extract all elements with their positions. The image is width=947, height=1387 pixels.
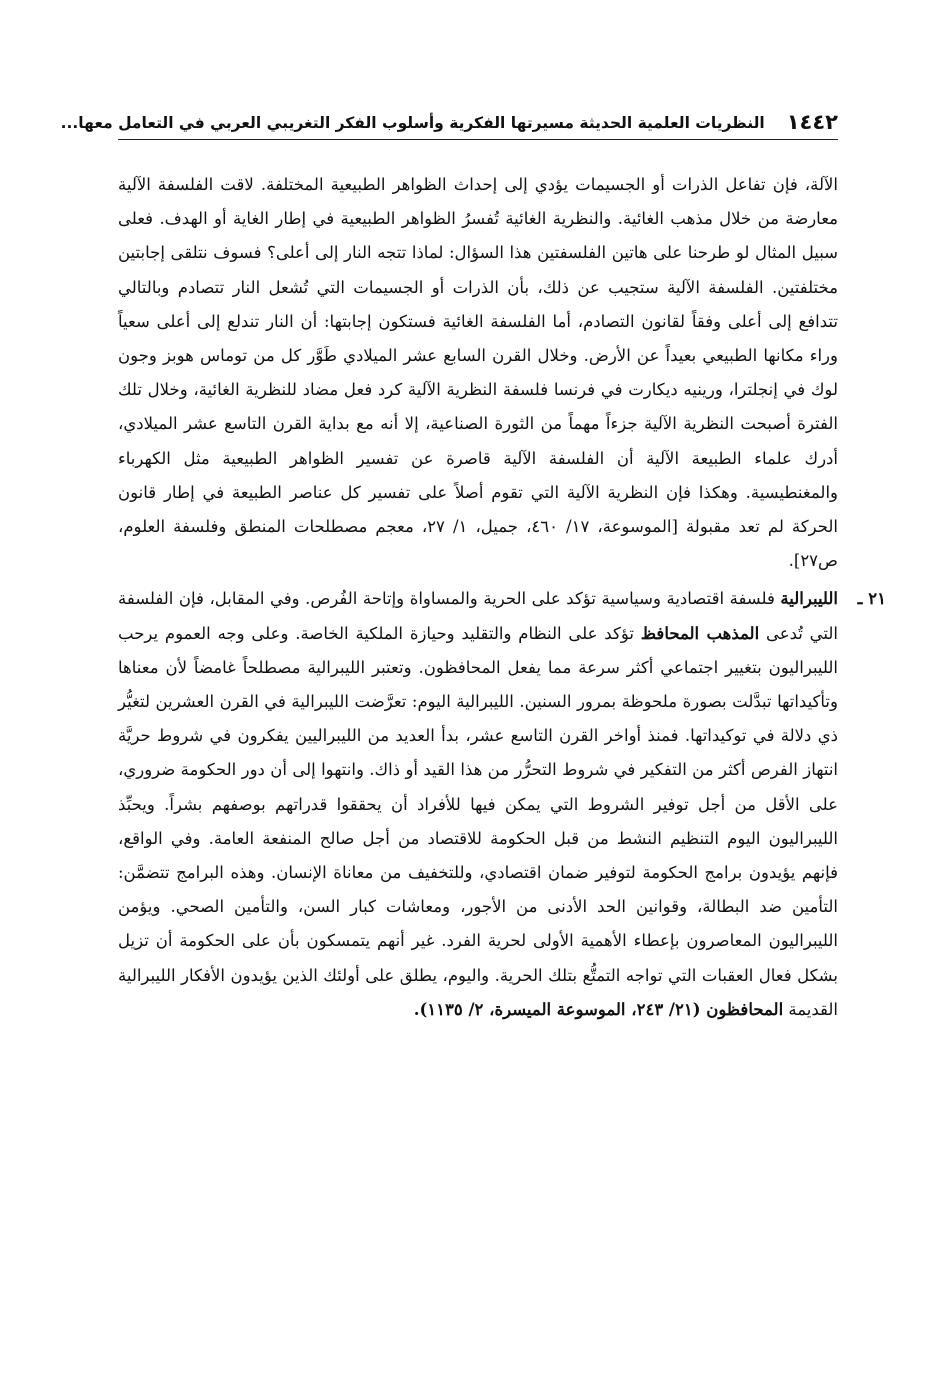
entry-text-part1: فلسفة اقتصادية وسياسية تؤكد على الحرية والمساواة وإتاحة الفُرص. وفي المقابل، فإن الفلسفة التي تُدعى <box>118 589 839 643</box>
entry-number: ٢١ ـ <box>857 589 886 609</box>
body-text <box>118 168 886 1027</box>
entry-closing-reference: المحافظون (٢١/ ٢٤٣، الموسوعة الميسرة، ٢/ ١١٣٥). <box>413 999 784 1019</box>
running-header <box>60 100 838 140</box>
header-title: النظريات العلمية الحديثة مسيرتها الفكرية وأسلوب الفكر التغريبي العربي في التعامل معها... <box>60 114 765 133</box>
entry-text-part2: تؤكد على النظام والتقليد وحيازة الملكية الخاصة. وعلى وجه العموم يرحب الليبراليون بتغيير اجتماعي أكثر سرعة مما يفعل المحافظون. وتعتبر الليبرالية مصطلحاً غامضاً لأن معناها وتأكيداتها تبدَّلت بصورة ملحوظة بمرور السنين. الليبرالية اليوم: تعرَّضت الليبرالية في القرن العشرين لتغيُّر ذي دلالة في توكيداتها. فمنذ أواخر القرن التاسع عشر، بدأ العديد من الليبراليين يفكرون في شروط حريَّة انتهاز الفرص أكثر من التفكير في شروط التحرُّر من هذا القيد أو ذاك. وانتهوا إلى أن دور الحكومة ضروري، على الأقل من أجل توفير الشروط التي يمكن فيها للأفراد أن يحققوا قدراتهم بوصفهم بشراً. ويحبِّذ الليبراليون اليوم التنظيم النشط من قبل الحكومة للاقتصاد من أجل صالح المنفعة العامة. وفي الواقع، فإنهم يؤيدون برامج الحكومة لتوفير ضمان اقتصادي، وللتخفيف من معاناة الإنسان. وهذه البرامج تتضمَّن: التأمين ضد البطالة، وقوانين الحد الأدنى من الأجور، ومعاشات كبار السن، والتأمين الصحي. ويؤمن الليبراليون المعاصرون بإعطاء الأهمية الأولى لحرية الفرد. غير أنهم يتمسكون بأن على الحكومة أن تزيل بشكل فعال العقبات التي تواجه التمتُّع بتلك الحرية. واليوم، يطلق على أولئك الذين يؤيدون الأفكار الليبرالية القديمة <box>118 623 838 1019</box>
entry-term-conservatism: المذهب المحافظ <box>640 623 760 643</box>
page-number: ١٤٤٢ <box>786 110 838 134</box>
paragraph-continued: الآلة، فإن تفاعل الذرات أو الجسيمات يؤدي إلى إحداث الظواهر الطبيعية المختلفة. لاقت الفلسفة الآلية معارضة من خلال مذهب الغائية. والنظرية الغائية تُفسرُ الظواهر الطبيعية في إطار الغاية أو الهدف. فعلى سبيل المثال لو طرحنا على هاتين الفلسفتين هذا السؤال: لماذا تتجه النار إلى أعلى؟ فسوف نتلقى إجابتين مختلفتين. الفلسفة الآلية ستجيب عن ذلك، بأن الذرات أو الجسيمات التي تُشعل النار تتصادم وبالتالي تتدافع إلى أعلى وفقاً لقانون التصادم، أما الفلسفة الغائية فستكون إجابتها: أن النار تندلع إلى أعلى سعياً وراء مكانها الطبيعي بعيداً عن الأرض. وخلال القرن السابع عشر الميلادي طَوَّر كل من توماس هوبز وجون لوك في إنجلترا، ورينيه ديكارت في فرنسا فلسفة النظرية الآلية كرد فعل مضاد للنظرية الغائية، وخلال تلك الفترة أصبحت النظرية الآلية جزءاً مهماً من الثورة الصناعية، إلا أنه مع بداية القرن التاسع عشر الميلادي، أدرك علماء الطبيعة الآلية أن الفلسفة الآلية قاصرة عن تفسير الظواهر الطبيعية مثل الكهرباء والمغنطيسية. وهكذا فإن النظرية الآلية التي تقوم أصلاً على تفسير كل عناصر الطبيعة في إطار قانون الحركة لم تعد مقبولة [الموسوعة، ١٧/ ٤٦٠، جميل، ١/ ٢٧، معجم مصطلحات المنطق وفلسفة العلوم، ص٢٧]. <box>118 175 838 571</box>
entry-term: الليبرالية <box>780 589 838 609</box>
glossary-entry-21 <box>118 582 886 1027</box>
